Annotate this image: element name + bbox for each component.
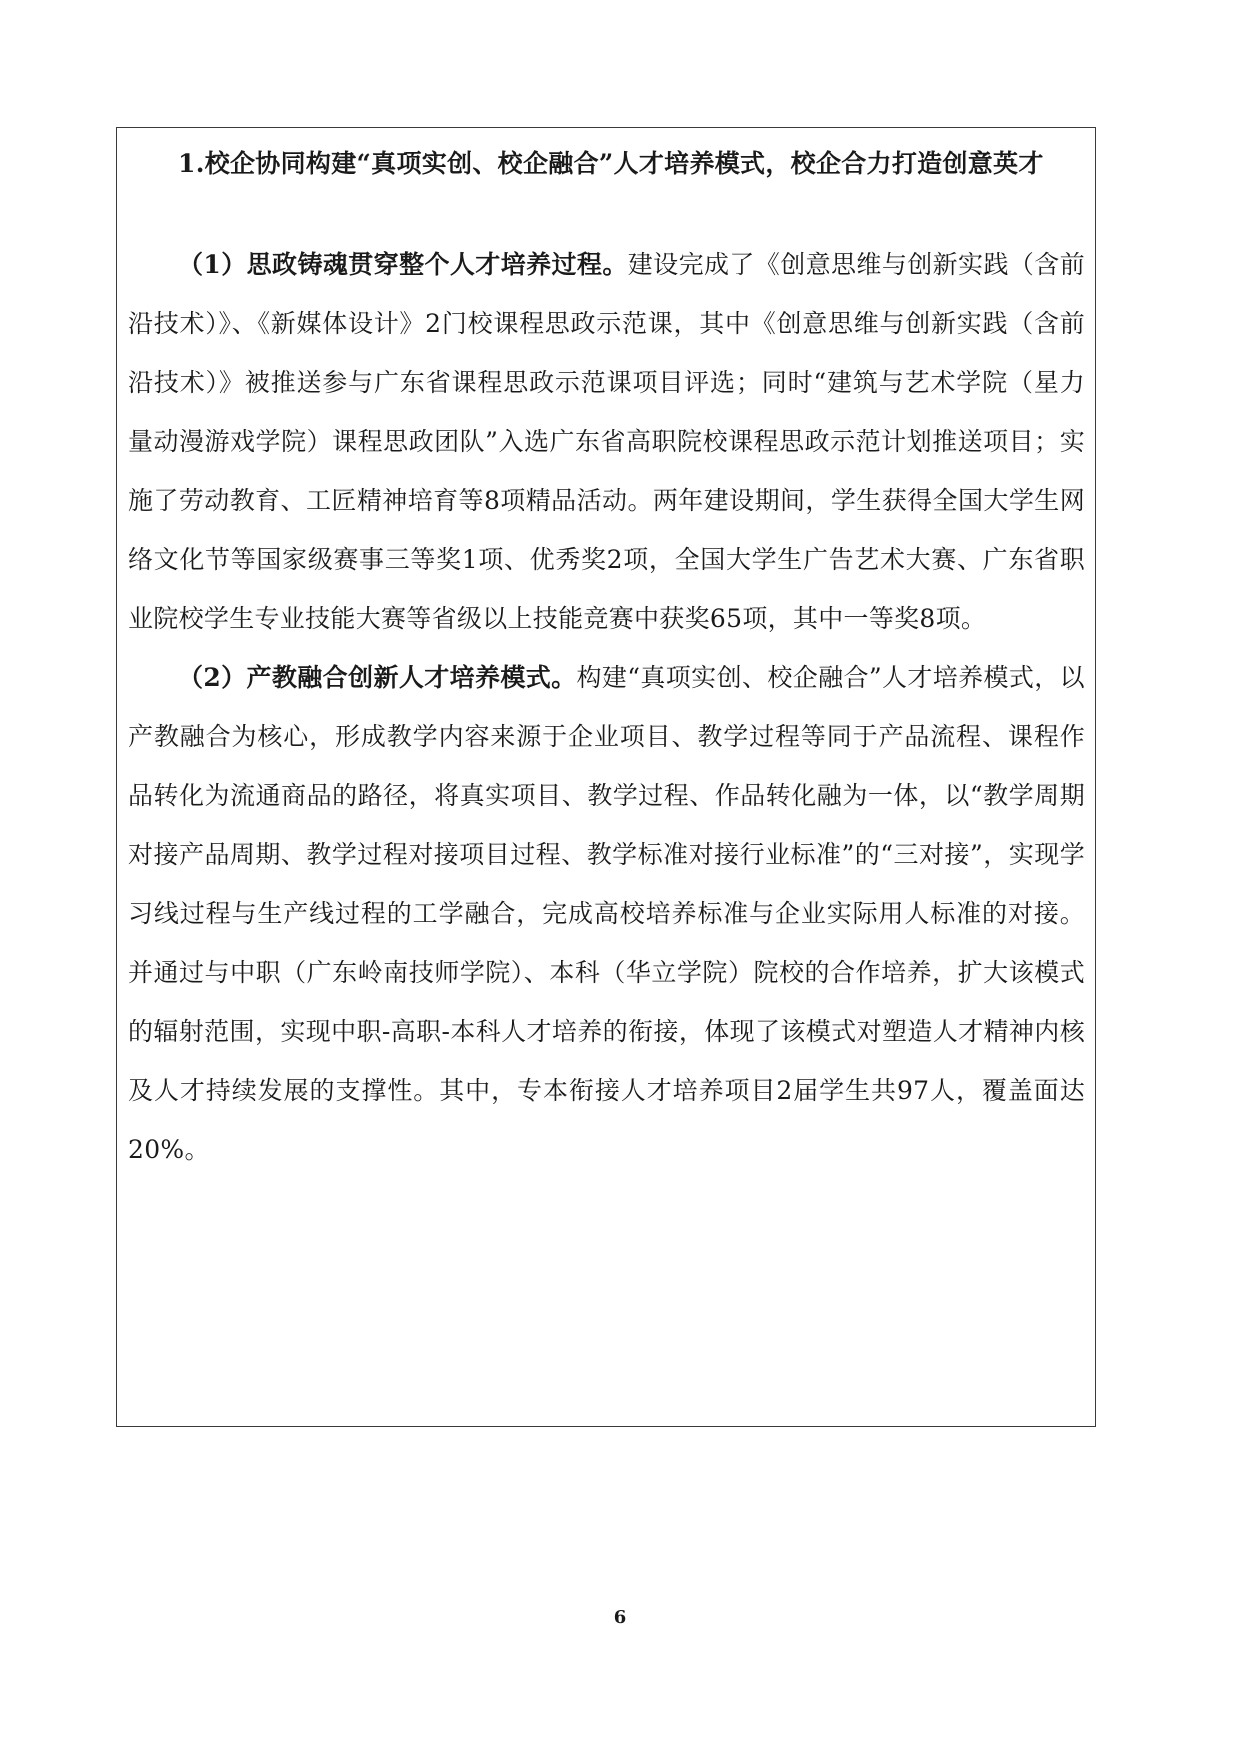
paragraph-2 [128,648,1085,1179]
page-number: 6 [613,1607,627,1628]
paragraph-1 [128,235,1085,648]
paragraph-1-body: 建设完成了《创意思维与创新实践（含前沿技术）》、《新媒体设计》2门校课程思政示范课，其中《创意思维与创新实践（含前沿技术）》被推送参与广东省课程思政示范课项目评选；同时“建筑与艺术学院（星力量动漫游戏学院）课程思政团队”入选广东省高职院校课程思政示范计划推送项目；实施了劳动教育、工匠精神培育等8项精品活动。两年建设期间，学生获得全国大学生网络文化节等国家级赛事三等奖1项、优秀奖2项，全国大学生广告艺术大赛、广东省职业院校学生专业技能大赛等省级以上技能竞赛中获奖65项，其中一等奖8项。 [128,250,1085,633]
paragraph-2-body: 构建“真项实创、校企融合”人才培养模式，以产教融合为核心，形成教学内容来源于企业项目、教学过程等同于产品流程、课程作品转化为流通商品的路径，将真实项目、教学过程、作品转化融为一体，以“教学周期对接产品周期、教学过程对接项目过程、教学标准对接行业标准”的“三对接”，实现学习线过程与生产线过程的工学融合，完成高校培养标准与企业实际用人标准的对接。并通过与中职（广东岭南技师学院）、本科（华立学院）院校的合作培养，扩大该模式的辐射范围，实现中职-高职-本科人才培养的衔接，体现了该模式对塑造人才精神内核及人才持续发展的支撑性。其中，专本衔接人才培养项目2届学生共97人，覆盖面达20%。 [128,663,1085,1164]
document-body [128,134,1085,1179]
paragraph-1-lead: （1）思政铸魂贯穿整个人才培养过程。 [178,250,628,279]
paragraph-2-lead: （2）产教融合创新人才培养模式。 [178,663,577,692]
section-gap [128,193,1085,235]
section-heading: 1.校企协同构建“真项实创、校企融合”人才培养模式，校企合力打造创意英才 [178,149,1044,178]
